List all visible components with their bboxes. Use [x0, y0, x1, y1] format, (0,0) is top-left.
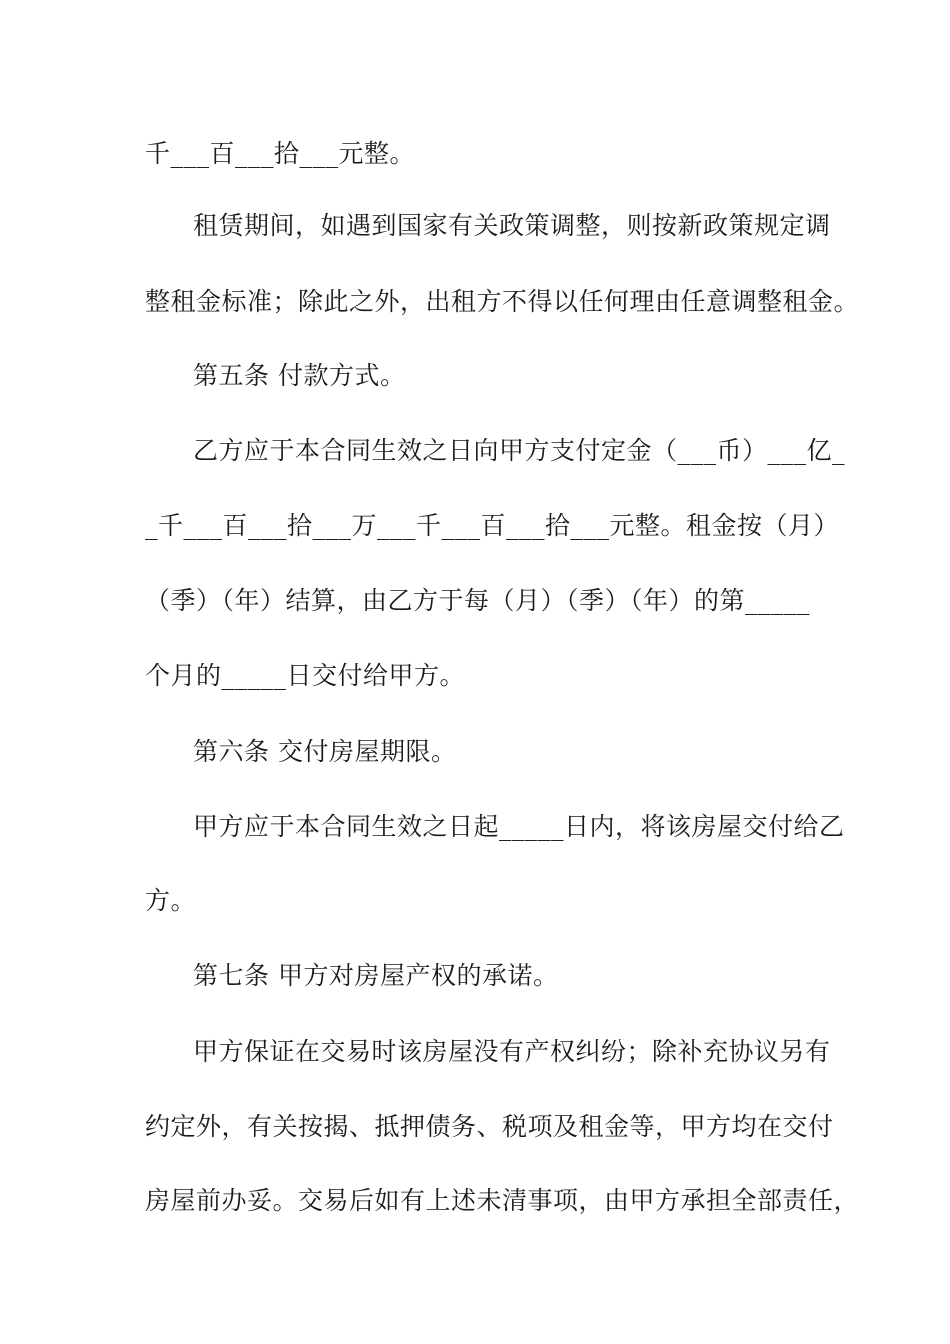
text-line: （季）（年）结算，由乙方于每（月）（季）（年）的第_____	[145, 586, 811, 615]
text-line: 方。	[145, 886, 197, 915]
section-heading: 第五条 付款方式。	[193, 361, 406, 390]
section-heading: 第七条 甲方对房屋产权的承诺。	[193, 961, 559, 990]
text-line: 个月的_____日交付给甲方。	[145, 661, 466, 690]
text-line: 甲方保证在交易时该房屋没有产权纠纷；除补充协议另有	[193, 1037, 831, 1066]
text-line: 整租金标准；除此之外，出租方不得以任何理由任意调整租金。	[145, 287, 860, 316]
text-line: 乙方应于本合同生效之日向甲方支付定金（___币）___亿_	[193, 436, 846, 465]
text-line: 甲方应于本合同生效之日起_____日内，将该房屋交付给乙	[193, 812, 845, 841]
section-heading: 第六条 交付房屋期限。	[193, 737, 457, 766]
text-line: 千___百___拾___元整。	[145, 139, 416, 168]
text-line: 约定外，有关按揭、抵押债务、税项及租金等，甲方均在交付	[145, 1112, 834, 1141]
text-line: 房屋前办妥。交易后如有上述未清事项，由甲方承担全部责任，	[145, 1186, 860, 1215]
text-line: _千___百___拾___万___千___百___拾___元整。租金按（月）	[145, 511, 840, 540]
text-line: 租赁期间，如遇到国家有关政策调整，则按新政策规定调	[193, 211, 831, 240]
